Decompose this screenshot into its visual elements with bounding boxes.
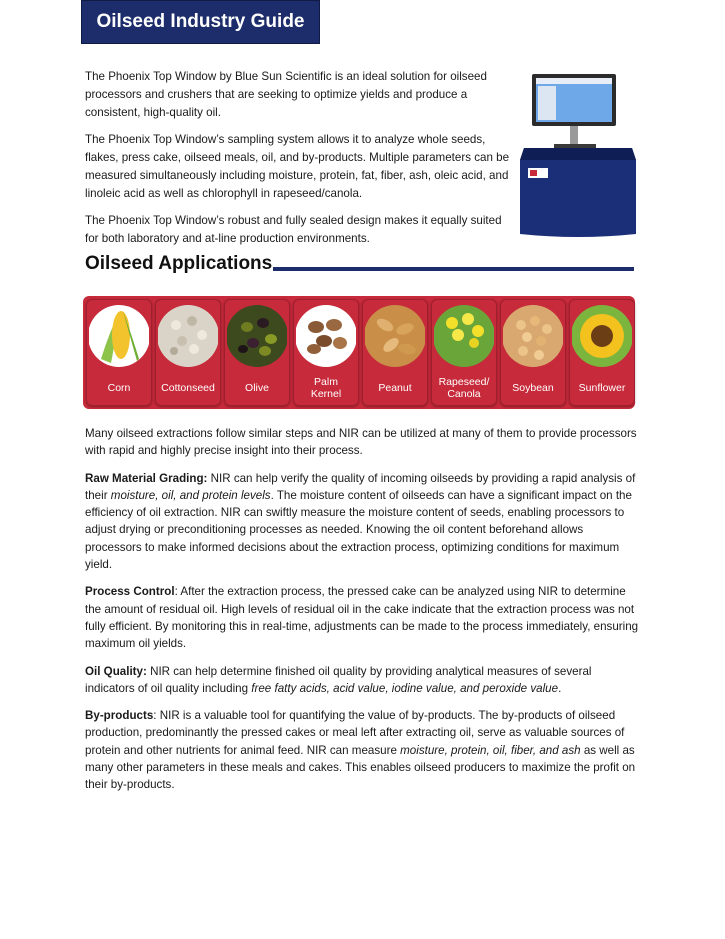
- applications-title: Oilseed Applications: [85, 253, 273, 274]
- tile-label: Palm Kernel: [310, 376, 342, 400]
- tile-label: Rapeseed/ Canola: [438, 376, 490, 400]
- tile-label: Olive: [245, 382, 269, 394]
- rapeseed-canola-image: [434, 303, 494, 369]
- paragraph-heading: Raw Material Grading:: [85, 471, 208, 485]
- intro-paragraph: The Phoenix Top Window by Blue Sun Scientific is an ideal solution for oilseed processors and crushers that are seeking to optimize yields and produce a consistent, high-quality oil.: [85, 70, 487, 119]
- application-tile-olive: [224, 299, 290, 406]
- raw-material-grading-paragraph: Raw Material Grading: NIR can help verify the quality of incoming oilseeds by providing a rapid analysis of their moisture, oil, and protein levels. The moisture content of oilseeds can have a significant impact on the efficiency of oil extraction. NIR can swiftly measure the moisture content of seeds, enabling processors to adjust drying or preconditioning processes as needed. Knowing the oil content beforehand allows processors to make informed decisions about the extraction process, optimizing conditions for maximum yield.: [85, 471, 636, 572]
- section-divider: [273, 267, 634, 271]
- corn-image: [89, 303, 149, 369]
- application-tile-palm-kernel: [293, 299, 359, 406]
- tile-label: Peanut: [378, 382, 412, 394]
- paragraph-heading: Process Control: [85, 585, 175, 599]
- paragraph-heading: By-products: [85, 709, 154, 723]
- intro-paragraph: The Phoenix Top Window’s sampling system allows it to analyze whole seeds, flakes, press cake, oilseed meals, oil, and by-products. Multiple parameters can be measured simultaneously including moisture, protein, fat, fiber, ash, oleic acid, and linoleic acid as well as chlorophyll in rapeseed/canola.: [85, 133, 510, 200]
- application-tile-rapeseed-canola: [431, 299, 497, 406]
- process-control-paragraph: Process Control: After the extraction process, the pressed cake can be analyzed using NIR to determine the amount of residual oil. High levels of residual oil in the cake indicate that the extraction process was not fully efficient. By monitoring this in real-time, adjustments can be made to the process immediately, ensuring maximum oil yields.: [85, 585, 639, 651]
- application-tile-cottonseed: [155, 299, 221, 406]
- peanut-image: [365, 303, 425, 369]
- olive-image: [227, 303, 287, 369]
- by-products-paragraph: By-products: NIR is a valuable tool for quantifying the value of by-products. The by-products of oilseed production, predominantly the pressed cakes or meal left after extracting oil, serve as valuable sources of protein and other nutrients for animal feed. NIR can measure moisture, protein, oil, fiber, and ash as well as many other parameters in these meals and cakes. This enables oilseed producers to maximize the profit on their by-products.: [85, 709, 636, 792]
- intro-paragraph: The Phoenix Top Window’s robust and fully sealed design makes it equally suited for both laboratory and at-line production environments.: [85, 214, 502, 245]
- sunflower-image: [572, 303, 632, 369]
- soybean-image: [503, 303, 563, 369]
- page-title-banner: [81, 0, 320, 44]
- lead-paragraph: Many oilseed extractions follow similar steps and NIR can be utilized at many of them to provide processors with rapid and highly precise insight into their process.: [85, 427, 637, 458]
- oil-quality-paragraph: Oil Quality: NIR can help determine finished oil quality by providing analytical measures of several indicators of oil quality including free fatty acids, acid value, iodine value, and peroxide value.: [85, 664, 592, 695]
- phoenix-instrument-image: [518, 72, 638, 240]
- tile-label: Corn: [107, 382, 131, 394]
- tile-label: Cottonseed: [161, 382, 215, 394]
- palm-kernel-image: [296, 303, 356, 369]
- application-tile-peanut: [362, 299, 428, 406]
- body-section: [85, 425, 641, 804]
- application-tile-soybean: [500, 299, 566, 406]
- paragraph-heading: Oil Quality:: [85, 664, 147, 678]
- intro-section: [85, 68, 510, 257]
- application-tile-corn: [86, 299, 152, 406]
- tile-label: Sunflower: [578, 382, 626, 394]
- cottonseed-image: [158, 303, 218, 369]
- page-title: Oilseed Industry Guide: [96, 11, 305, 32]
- tile-label: Soybean: [512, 382, 554, 394]
- application-tile-sunflower: [569, 299, 635, 406]
